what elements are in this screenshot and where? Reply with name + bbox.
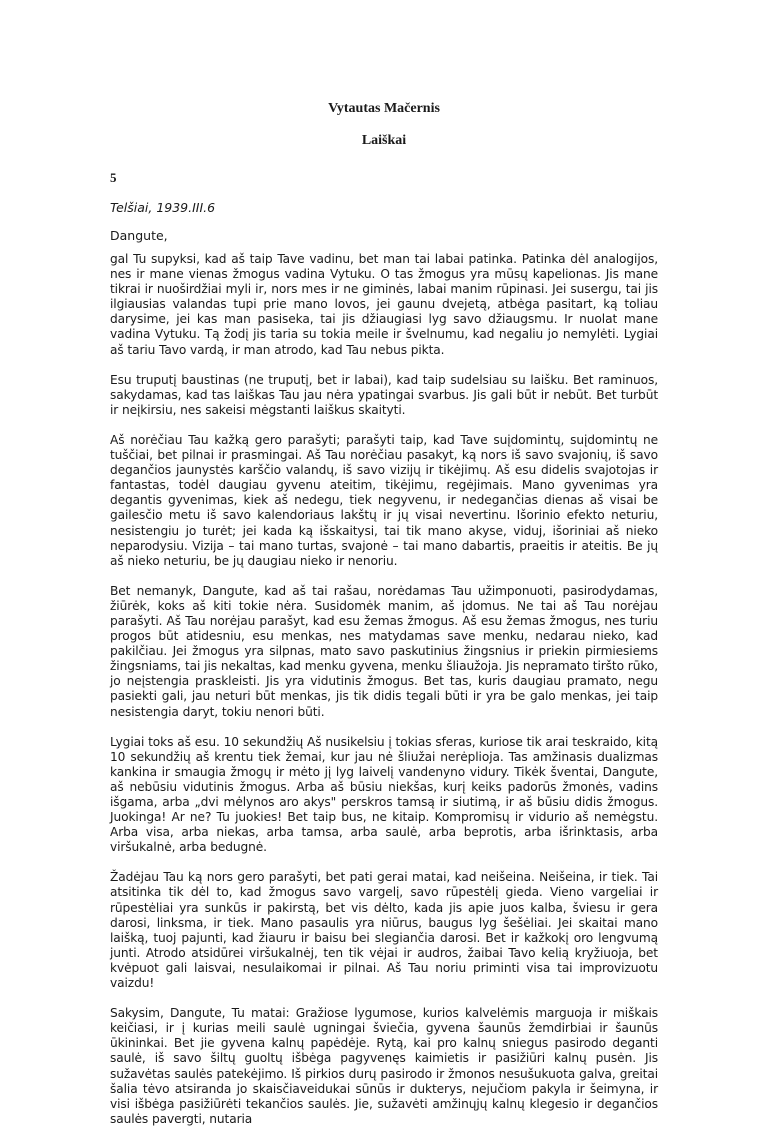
- letter-number: 5: [110, 170, 117, 185]
- letter-paragraph: Aš norėčiau Tau kažką gero parašyti; parašyti taip, kad Tave suįdomintų, suįdomintų ne tuščiai, bet pilnai ir prasmingai. Aš Tau norėčiau pasakyt, ką nors iš savo svajonių, iš savo degančios jaunystės karščio valandų, iš savo vizijų ir tikėjimų. Aš esu didelis svajotojas ir fantastas, todėl daugiau gyvenu ateitim, tikėjimu, regėjimais. Mano gyvenimas yra degantis gyvenimas, kiek aš nedegu, tiek negyvenu, ir nedegančias dienas aš visai be gailesčio metu iš savo kalendoriaus lakštų ir jų visai nevertinu. Išorinio efekto neturiu, nesistengiu jo turėt; jei kada ką išskaitysi, tai tik mano akyse, viduj, išoriniai aš nieko neparodysiu. Vizija – tai mano turtas, svajonė – tai mano dabartis, praeitis ir ateitis. Be jų aš nieko neturiu, be jų daugiau nieko ir nenoriu.: [110, 432, 658, 568]
- author-name: Vytautas Mačernis: [328, 101, 440, 116]
- letter-body: [110, 252, 658, 1127]
- letter-salutation: Dangute,: [110, 228, 168, 243]
- letter-place-date: Telšiai, 1939.III.6: [110, 200, 216, 215]
- document-page: [110, 100, 658, 1142]
- letter-paragraph: Esu truputį baustinas (ne truputį, bet ir labai), kad taip sudelsiau su laišku. Bet raminuos, sakydamas, kad tas laiškas Tau jau nėra ypatingai svarbus. Jis gali būt ir nebūt. Bet turbūt ir neįkirsiu, nes sakeisi mėgstanti laiškus skaityti.: [110, 372, 658, 417]
- letter-paragraph: Bet nemanyk, Dangute, kad aš tai rašau, norėdamas Tau užimponuoti, pasirodydamas, žiūrėk, koks aš kiti tokie nėra. Susidomėk manim, aš įdomus. Ne tai aš Tau norėjau parašyti. Aš Tau norėjau parašyt, kad esu žemas žmogus. Aš esu žemas žmogus, nes turiu progos būt atidesniu, esu menkas, nes matydamas save menku, nedarau nieko, kad pakilčiau. Jei žmogus yra silpnas, mato savo paskutinius žingsnius ir priekin pirmiesiems žingsniams, tai jis nekaltas, kad menku gyvena, menku šliaužoja. Jis nepramato tiršto rūko, jo neįstengia praskleisti. Jis yra vidutinis žmogus. Bet tas, kuris daugiau pramato, negu pasiekti gali, jau neturi būt menkas, jis tik didis tegali būti ir yra be galo menkas, jei taip nesistengia daryt, tokiu nenori būti.: [110, 583, 658, 719]
- work-title: Laiškai: [361, 133, 407, 148]
- letter-paragraph: Lygiai toks aš esu. 10 sekundžių Aš nusikelsiu į tokias sferas, kuriose tik arai teskraido, kitą 10 sekundžių aš krentu tiek žemai, kur jau nė šliužai nerėplioja. Tas amžinasis dualizmas kankina ir smaugia žmogų ir mėto jį lyg laivelį vandenyno vidury. Tikėk šventai, Dangute, aš nebūsiu vidutinis žmogus. Arba aš būsiu niekšas, kurį keiks padorūs žmonės, vadins išgama, arba „dvi mėlynos aro akys" perskros tamsą ir siutimą, ir aš būsiu didis žmogus. Juokinga! Ar ne? Tu juokies! Bet taip bus, ne kitaip. Kompromisų ir vidurio aš nemėgstu. Arba visa, arba niekas, arba tamsa, arba saulė, arba beprotis, arba išrinktasis, arba viršukalnė, arba bedugnė.: [110, 734, 658, 855]
- letter-paragraph: Sakysim, Dangute, Tu matai: Gražiose lygumose, kurios kalvelėmis marguoja ir miškais keičiasi, ir į kurias meili saulė ugningai šviečia, gyvena šaunūs žemdirbiai ir šaunūs ūkininkai. Bet jie gyvena kalnų papėdėje. Rytą, kai pro kalnų sniegus pasirodo deganti saulė, iš savo šiltų guoltų išbėga pagyvenęs kaimietis ir pasižiūri kalnų pusėn. Jis sužavėtas saulės patekėjimo. Iš pirkios durų pasirodo ir žmonos nesušukuota galva, greitai šalia tėvo atsiranda jo skaisčiaveidukai sūnūs ir dukterys, nejučiom pakyla ir šeimyna, ir visi išbėga pasižiūrėti tekančios saulės. Jie, sužavėti amžinųjų kalnų klegesio ir degančios saulės pavergti, nutaria: [110, 1006, 658, 1126]
- letter-paragraph: gal Tu supyksi, kad aš taip Tave vadinu, bet man tai labai patinka. Patinka dėl analogijos, nes ir mane vienas žmogus vadina Vytuku. O tas žmogus yra mūsų kapelionas. Jis mane tikrai ir nuoširdžiai myli ir, nors mes ir ne giminės, labai manim rūpinasi. Jei susergu, tai jis ilgiausias valandas tupi prie mano lovos, jei gaunu dvejetą, atbėga pasitart, ką toliau darysime, jei kas man pasiseka, tai jis džiaugiasi lyg savo džiaugsmu. Ir nuolat mane vadina Vytuku. Tą žodį jis taria su tokia meile ir švelnumu, kad negaliu jo nemylėti. Lygiai aš tariu Tavo vardą, ir man atrodo, kad Tau nebus pikta.: [110, 252, 658, 357]
- letter-paragraph: Žadėjau Tau ką nors gero parašyti, bet pati gerai matai, kad neišeina. Neišeina, ir tiek. Tai atsitinka tik dėl to, kad žmogus savo vargelį, savo rūpestėlį gieda. Vieno vargeliai ir rūpestėliai yra sunkūs ir pakirstą, bet vis dėlto, kada jis apie juos kalba, šviesu ir gera darosi, linksma, ir tiek. Mano pasaulis yra niūrus, baugus lyg šešėliai. Jei skaitai mano laišką, tuoj pajunti, kad žiauru ir baisu bei slegiančia darosi. Bet ir kažkokį oro lengvumą junti. Atrodo atsidūrei viršukalnėj, ten tik vėjai ir audros, žaibai Tavo kelią kryžiuoja, bet kvėpuot gali laisvai, nesulaikomai ir pilnai. Aš Tau noriu priminti visa tai improvizuotu vaizdu!: [110, 870, 658, 991]
